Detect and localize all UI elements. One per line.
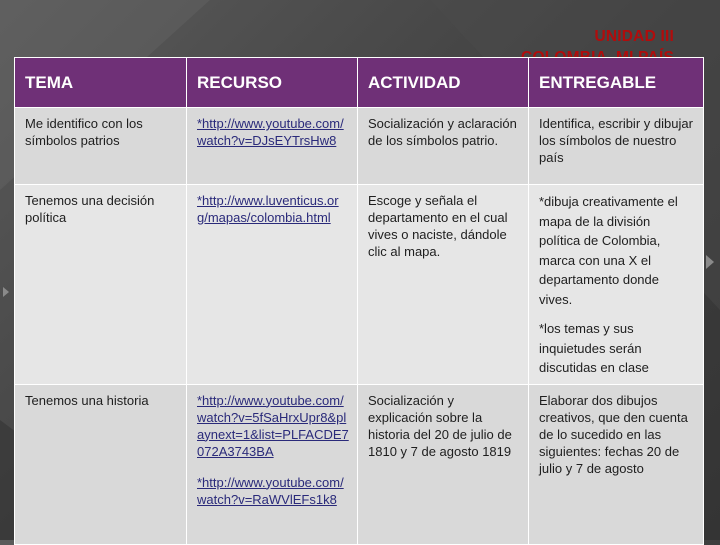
resource-link[interactable]: *http://www.youtube.com/watch?v=5fSaHrxUpr8&playnext=1&list=PLFACDE7072A3743BA bbox=[197, 392, 349, 459]
table-header-row bbox=[15, 58, 704, 108]
cell-tema: Me identifico con los símbolos patrios bbox=[15, 108, 187, 185]
entregable-text: Identifica, escribir y dibujar los símbolos de nuestro país bbox=[539, 116, 693, 165]
cell-recurso bbox=[187, 108, 358, 185]
entregable-note: *los temas y sus inquietudes serán discutidas en clase bbox=[539, 321, 649, 375]
table-row bbox=[15, 185, 704, 385]
header-recurso: RECURSO bbox=[187, 58, 358, 108]
cell-tema: Tenemos una historia bbox=[15, 384, 187, 544]
lesson-plan-table bbox=[14, 57, 704, 545]
cell-entregable bbox=[529, 108, 704, 185]
cell-entregable bbox=[529, 185, 704, 385]
cell-tema: Tenemos una decisión política bbox=[15, 185, 187, 385]
table-row bbox=[15, 384, 704, 544]
cell-entregable bbox=[529, 384, 704, 544]
cell-actividad: Socialización y aclaración de los símbolos patrio. bbox=[358, 108, 529, 185]
unit-title-line1: UNIDAD III bbox=[594, 28, 674, 45]
cell-recurso bbox=[187, 384, 358, 544]
header-entregable: ENTREGABLE bbox=[529, 58, 704, 108]
entregable-text: *dibuja creativamente el mapa de la división política de Colombia, marca con una X el departamento donde vives. bbox=[539, 194, 678, 307]
header-tema: TEMA bbox=[15, 58, 187, 108]
cell-actividad: Socialización y explicación sobre la historia del 20 de julio de 1810 y 7 de agosto 1819 bbox=[358, 384, 529, 544]
cell-recurso bbox=[187, 185, 358, 385]
cell-actividad: Escoge y señala el departamento en el cual vives o naciste, dándole clic al mapa. bbox=[358, 185, 529, 385]
table-row bbox=[15, 108, 704, 185]
resource-link[interactable]: *http://www.luventicus.org/mapas/colombia.html bbox=[197, 193, 339, 225]
resource-link[interactable]: *http://www.youtube.com/watch?v=DJsEYTrsHw8 bbox=[197, 116, 344, 148]
entregable-text: Elaborar dos dibujos creativos, que den cuenta de lo sucedido en las siguientes: fechas 20 de julio y 7 de agosto bbox=[539, 392, 688, 476]
header-actividad: ACTIVIDAD bbox=[358, 58, 529, 108]
resource-link[interactable]: *http://www.youtube.com/watch?v=RaWVlEFs1k8 bbox=[197, 474, 344, 507]
